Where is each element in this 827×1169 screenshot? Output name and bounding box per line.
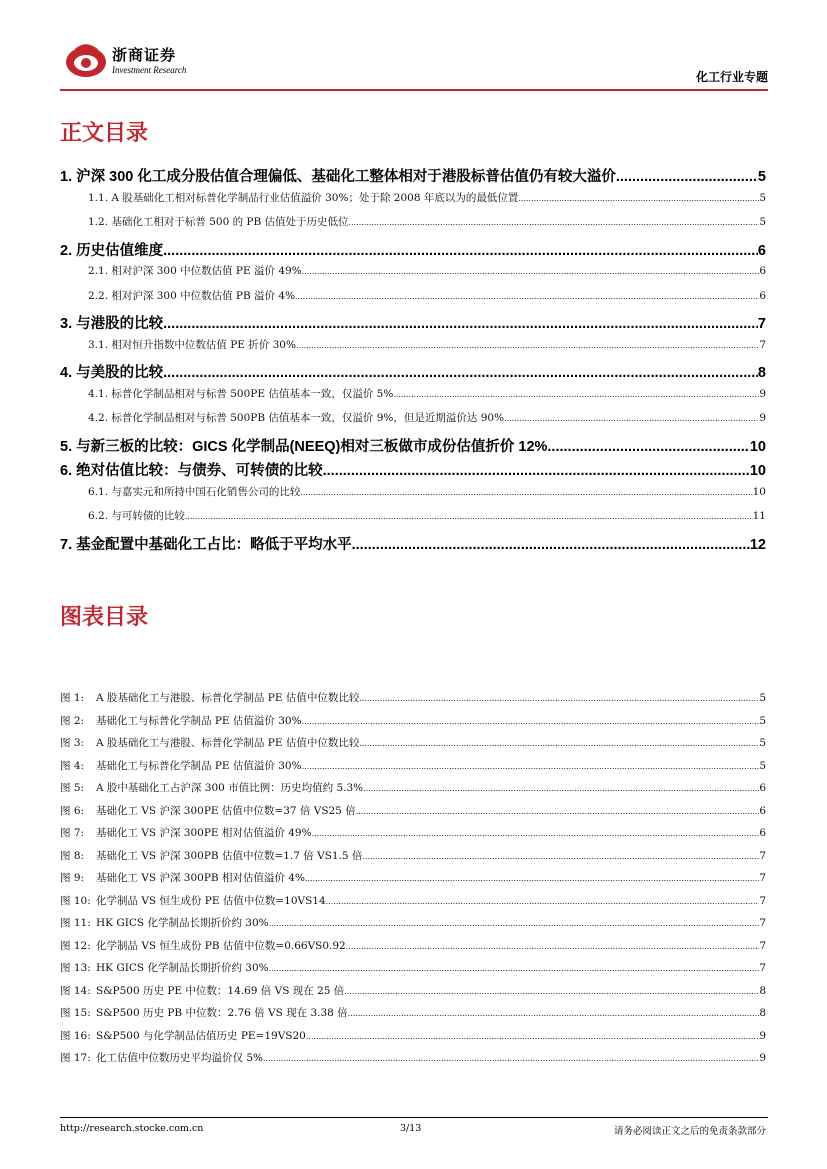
figure-entry[interactable] — [60, 1028, 766, 1051]
toc-entry-text: 3.1. 相对恒升指数中位数估值 PE 折价 30% — [88, 338, 296, 351]
figure-entry-text: 基础化工 VS 沪深 300PE 估值中位数=37 倍 VS25 倍 — [96, 804, 356, 817]
toc-leader-dots — [163, 365, 758, 381]
toc-entry-section[interactable] — [60, 508, 766, 533]
page-number: 3/13 — [400, 1123, 422, 1134]
figure-entry[interactable] — [60, 960, 766, 983]
toc-entry-text: 6.2. 与可转债的比较 — [88, 510, 185, 522]
figure-entry-label: 图 12: — [60, 939, 91, 952]
figure-entry[interactable] — [60, 938, 766, 961]
figure-entry[interactable] — [60, 803, 766, 826]
figure-entry-page: 7 — [759, 894, 766, 907]
figure-entry-page: 6 — [759, 782, 766, 794]
toc-leader-dots — [323, 463, 750, 479]
figure-entry[interactable] — [60, 983, 766, 1006]
toc-entry-page: 12 — [749, 536, 766, 553]
figure-entry-text: S&P500 历史 PB 中位数：2.76 倍 VS 现在 3.38 倍 — [96, 1007, 348, 1019]
toc-leader-dots — [300, 488, 752, 497]
figure-entry[interactable] — [60, 848, 766, 871]
toc-entry-text: 4.1. 标普化学制品相对与标普 500PE 估值基本一致，仅溢价 5% — [88, 387, 394, 400]
toc-entry-page: 6 — [757, 242, 766, 259]
figure-leader-dots — [362, 852, 759, 861]
brand-subtitle: Investment Research — [112, 65, 187, 75]
toc-entry-text: 7. 基金配置中基础化工占比：略低于平均水平 — [60, 536, 352, 553]
figure-entry-label: 图 7: — [60, 827, 85, 839]
toc-entry-chapter[interactable] — [60, 312, 766, 337]
toc-entry-section[interactable] — [60, 410, 766, 435]
footer-url[interactable]: http://research.stocke.com.cn — [60, 1123, 204, 1134]
figure-entry[interactable] — [60, 713, 766, 736]
figure-entry[interactable] — [60, 780, 766, 803]
toc-title: 正文目录 — [60, 121, 149, 146]
toc-entry-page: 10 — [749, 438, 766, 455]
toc-leader-dots — [185, 512, 753, 521]
toc-leader-dots — [302, 267, 760, 276]
figure-entry-page: 5 — [759, 714, 766, 727]
figure-leader-dots — [305, 874, 759, 883]
toc-entry-text: 2.1. 相对沪深 300 中位数估值 PE 溢价 49% — [88, 265, 302, 277]
figure-entry-label: 图 13: — [60, 962, 91, 974]
toc-entry-page: 6 — [759, 265, 766, 277]
figure-entry-text: 化学制品 VS 恒生成份 PE 估值中位数=10VS14 — [96, 894, 326, 907]
brand-name: 浙商证券 — [112, 46, 177, 64]
figure-entry-page: 7 — [759, 849, 766, 862]
toc-entry-chapter[interactable] — [60, 533, 766, 558]
toc-entry-text: 5. 与新三板的比较：GICS 化学制品(NEEQ)相对三板做市成份估值折价 12% — [60, 438, 548, 455]
toc-entry-text: 1.1. A 股基础化工相对标普化学制品行业估值溢价 30%；处于除 2008 年底以为的最低位置 — [88, 191, 519, 204]
header-divider — [60, 89, 768, 91]
footer-divider — [60, 1117, 768, 1118]
figure-entry-label: 图 11: — [60, 917, 91, 929]
figure-entry-text: HK GICS 化学制品长期折价约 30% — [96, 962, 269, 974]
toc-leader-dots — [349, 218, 760, 227]
toc-entry-text: 1. 沪深 300 化工成分股估值合理偏低、基础化工整体相对于港股标普估值仍有较大溢价 — [60, 169, 616, 185]
figure-entry-label: 图 15: — [60, 1007, 91, 1019]
toc-entry-page: 10 — [752, 485, 766, 498]
figure-entry-label: 图 5: — [60, 782, 85, 794]
toc-leader-dots — [296, 341, 759, 350]
toc-entry-section[interactable] — [60, 337, 766, 362]
figure-entry-page: 7 — [759, 917, 766, 929]
footer-disclaimer: 请务必阅读正文之后的免责条款部分 — [613, 1126, 766, 1137]
toc-leader-dots — [518, 194, 759, 203]
toc-entry-text: 2.2. 相对沪深 300 中位数估值 PB 溢价 4% — [88, 289, 296, 302]
toc-entry-page: 6 — [759, 289, 766, 302]
figure-entry-text: A 股基础化工与港股、标普化学制品 PE 估值中位数比较 — [96, 692, 360, 704]
figure-leader-dots — [326, 897, 760, 906]
figure-entry-label: 图 3: — [60, 737, 85, 749]
figure-entry-label: 图 10: — [60, 894, 91, 907]
figure-entry-page: 8 — [759, 984, 766, 997]
toc-entry-section[interactable] — [60, 190, 766, 215]
toc-entry-chapter[interactable] — [60, 435, 766, 460]
toc-entry-page: 9 — [759, 387, 766, 400]
figure-leader-dots — [356, 807, 760, 816]
figure-entry-text: 化学制品 VS 恒生成份 PB 估值中位数=0.66VS0.92 — [96, 939, 346, 952]
figure-entry[interactable] — [60, 1005, 766, 1028]
toc-leader-dots — [547, 439, 749, 455]
figure-entry-text: HK GICS 化学制品长期折价约 30% — [96, 917, 269, 929]
figure-entry-page: 5 — [759, 737, 766, 749]
figure-entry-text: 基础化工与标普化学制品 PE 估值溢价 30% — [96, 759, 302, 772]
figure-leader-dots — [269, 919, 760, 928]
toc-entry-page: 5 — [759, 191, 766, 204]
toc-entry-section[interactable] — [60, 263, 766, 288]
figures-list — [60, 690, 766, 1073]
figure-entry-text: 基础化工 VS 沪深 300PB 相对估值溢价 4% — [96, 872, 305, 884]
toc-entry-section[interactable] — [60, 484, 766, 509]
figure-entry-label: 图 4: — [60, 759, 85, 772]
toc-leader-dots — [352, 537, 750, 553]
toc-leader-dots — [163, 243, 758, 259]
toc-entry-page: 5 — [759, 216, 766, 228]
figure-entry-page: 6 — [759, 804, 766, 817]
toc-entry-text: 4.2. 标普化学制品相对与标普 500PB 估值基本一致，仅溢价 9%，但是近期溢价达 90% — [88, 412, 505, 424]
toc-entry-page: 5 — [757, 169, 766, 185]
report-category: 化工行业专题 — [695, 70, 768, 84]
toc-entry-chapter[interactable] — [60, 239, 766, 264]
figure-entry-text: 基础化工与标普化学制品 PE 估值溢价 30% — [96, 714, 302, 727]
figure-entry[interactable] — [60, 758, 766, 781]
page-header — [60, 38, 768, 90]
toc-entry-section[interactable] — [60, 288, 766, 313]
figure-leader-dots — [348, 1009, 760, 1018]
figure-entry-label: 图 17: — [60, 1052, 91, 1064]
figure-entry-label: 图 1: — [60, 692, 85, 704]
figure-entry-text: 基础化工 VS 沪深 300PE 相对估值溢价 49% — [96, 827, 312, 839]
toc-entry-text: 6.1. 与嘉实元和所持中国石化销售公司的比较 — [88, 485, 301, 498]
figure-entry-label: 图 14: — [60, 984, 91, 997]
figure-entry-page: 8 — [759, 1007, 766, 1019]
figure-entry[interactable] — [60, 870, 766, 893]
toc-entry-page: 9 — [759, 412, 766, 424]
figure-entry-page: 7 — [759, 962, 766, 974]
figure-entry-text: A 股基础化工与港股、标普化学制品 PE 估值中位数比较 — [96, 737, 360, 749]
toc-entry-page: 10 — [749, 463, 766, 479]
figure-entry-page: 7 — [759, 939, 766, 952]
figures-title: 图表目录 — [60, 605, 149, 630]
figure-entry-text: S&P500 与化学制品估值历史 PE=19VS20 — [96, 1029, 306, 1042]
figure-leader-dots — [306, 1032, 759, 1041]
figure-leader-dots — [312, 829, 760, 838]
figure-entry[interactable] — [60, 893, 766, 916]
figure-entry-text: 基础化工 VS 沪深 300PB 估值中位数=1.7 倍 VS1.5 倍 — [96, 849, 363, 862]
figure-entry[interactable] — [60, 690, 766, 713]
toc-entry-section[interactable] — [60, 214, 766, 239]
figure-leader-dots — [269, 964, 760, 973]
figure-entry-page: 5 — [759, 692, 766, 704]
figure-leader-dots — [359, 739, 759, 748]
toc-entry-page: 8 — [757, 365, 766, 381]
toc-entry-page: 7 — [759, 338, 766, 351]
figure-entry[interactable] — [60, 825, 766, 848]
figure-entry[interactable] — [60, 1050, 766, 1073]
toc-entry-text: 6. 绝对估值比较：与债券、可转债的比较 — [60, 463, 323, 479]
figure-entry-page: 9 — [759, 1029, 766, 1042]
toc-leader-dots — [295, 292, 759, 301]
toc-entry-page: 7 — [757, 316, 766, 332]
toc-entry-chapter[interactable] — [60, 165, 766, 190]
toc-entry-text: 4. 与美股的比较 — [60, 365, 164, 381]
figure-leader-dots — [344, 987, 759, 996]
toc-list — [60, 165, 766, 557]
toc-leader-dots — [163, 316, 758, 332]
figure-leader-dots — [359, 694, 759, 703]
toc-leader-dots — [393, 390, 759, 399]
zheshang-logo-icon — [65, 41, 107, 79]
figure-entry-text: 化工估值中位数历史平均溢价仅 5% — [96, 1052, 263, 1064]
figure-entry-text: S&P500 历史 PE 中位数：14.69 倍 VS 现在 25 倍 — [96, 984, 345, 997]
toc-entry-text: 1.2. 基础化工相对于标普 500 的 PB 估值处于历史低位 — [88, 216, 349, 228]
toc-leader-dots — [616, 169, 758, 185]
toc-entry-chapter[interactable] — [60, 361, 766, 386]
toc-leader-dots — [504, 414, 759, 423]
figure-leader-dots — [263, 1054, 759, 1063]
figure-entry-page: 5 — [759, 759, 766, 772]
toc-entry-page: 11 — [752, 510, 766, 522]
figure-entry-label: 图 8: — [60, 849, 85, 862]
figure-entry-label: 图 16: — [60, 1029, 91, 1042]
figure-entry-label: 图 2: — [60, 714, 85, 727]
figure-entry[interactable] — [60, 735, 766, 758]
figure-entry[interactable] — [60, 915, 766, 938]
figure-leader-dots — [363, 784, 759, 793]
figure-entry-label: 图 9: — [60, 872, 85, 884]
figure-entry-text: A 股中基础化工占沪深 300 市值比例：历史均值约 5.3% — [96, 782, 364, 794]
figure-entry-page: 9 — [759, 1052, 766, 1064]
toc-entry-section[interactable] — [60, 386, 766, 411]
figure-entry-page: 7 — [759, 872, 766, 884]
figure-entry-page: 6 — [759, 827, 766, 839]
figure-leader-dots — [346, 942, 760, 951]
figure-leader-dots — [302, 717, 760, 726]
toc-entry-text: 2. 历史估值维度 — [60, 242, 164, 259]
figure-entry-label: 图 6: — [60, 804, 85, 817]
figure-leader-dots — [302, 762, 760, 771]
toc-entry-chapter[interactable] — [60, 459, 766, 484]
toc-entry-text: 3. 与港股的比较 — [60, 316, 164, 332]
